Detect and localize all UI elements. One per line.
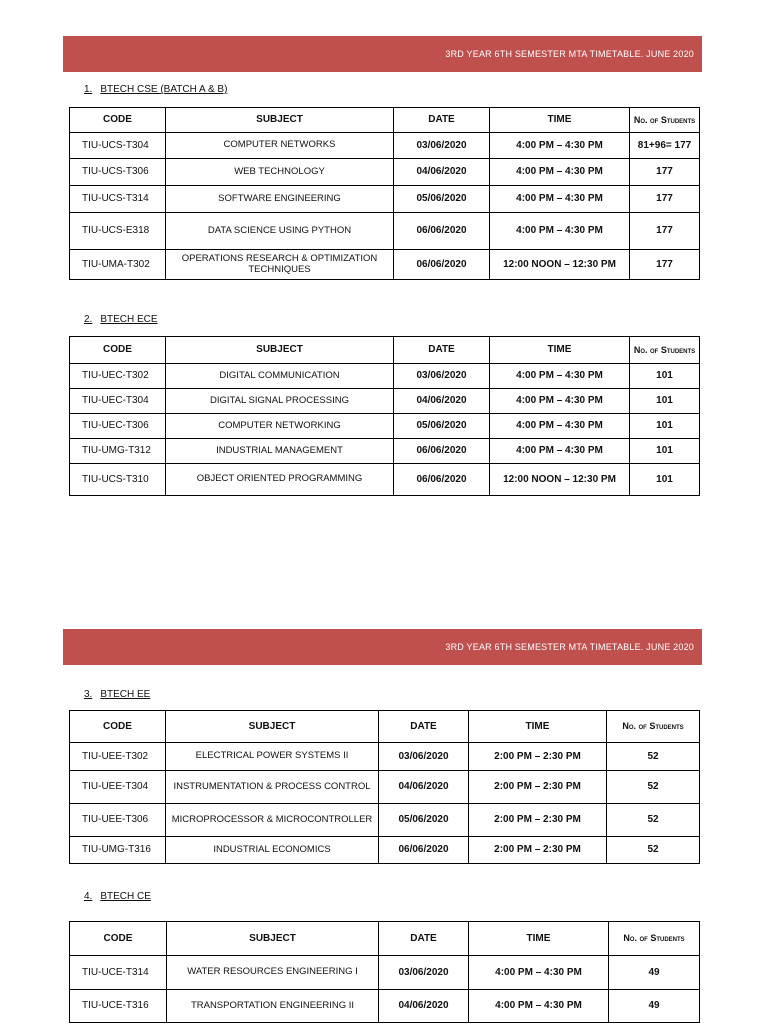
course-code: TIU-UEE-T306 [70, 804, 166, 837]
section-number: 3. [84, 689, 93, 700]
header-date: DATE [394, 337, 490, 364]
course-subject: INSTRUMENTATION & PROCESS CONTROL [166, 771, 379, 804]
course-subject: INDUSTRIAL ECONOMICS [166, 837, 379, 864]
exam-date: 05/06/2020 [394, 414, 490, 439]
header-subject: SUBJECT [167, 922, 379, 956]
header-date: DATE [379, 922, 469, 956]
student-count: 177 [630, 159, 700, 186]
student-count: 101 [630, 464, 700, 496]
course-code: TIU-UCS-T310 [70, 464, 166, 496]
exam-date: 03/06/2020 [379, 743, 469, 771]
exam-date: 03/06/2020 [379, 956, 469, 990]
exam-time: 4:00 PM – 4:30 PM [490, 159, 630, 186]
student-count: 177 [630, 250, 700, 280]
exam-time: 4:00 PM – 4:30 PM [490, 213, 630, 250]
table-row [70, 956, 700, 990]
section-name: BTECH ECE [100, 314, 158, 325]
section-title-ee [84, 689, 150, 700]
student-count: 49 [609, 990, 700, 1023]
section-title-ce [84, 891, 151, 902]
course-subject: TRANSPORTATION ENGINEERING II [167, 990, 379, 1023]
exam-date: 04/06/2020 [394, 159, 490, 186]
course-subject: INDUSTRIAL MANAGEMENT [166, 439, 394, 464]
course-code: TIU-UCS-T304 [70, 133, 166, 159]
header-students: No. of Students [607, 711, 700, 743]
course-code: TIU-UCS-T306 [70, 159, 166, 186]
exam-date: 04/06/2020 [394, 389, 490, 414]
table-row [70, 159, 700, 186]
course-code: TIU-UEC-T302 [70, 364, 166, 389]
student-count: 52 [607, 771, 700, 804]
exam-date: 05/06/2020 [379, 804, 469, 837]
table-row [70, 364, 700, 389]
table-row [70, 133, 700, 159]
course-subject: WEB TECHNOLOGY [166, 159, 394, 186]
exam-time: 4:00 PM – 4:30 PM [490, 414, 630, 439]
student-count: 177 [630, 186, 700, 213]
header-students: No. of Students [630, 337, 700, 364]
course-code: TIU-UCS-T314 [70, 186, 166, 213]
header-subject: SUBJECT [166, 337, 394, 364]
header-code: CODE [70, 922, 167, 956]
banner-text: 3RD YEAR 6TH SEMESTER MTA TIMETABLE. JUNE 2020 [445, 642, 694, 652]
section-number: 1. [84, 84, 93, 95]
exam-time: 2:00 PM – 2:30 PM [469, 837, 607, 864]
course-subject: MICROPROCESSOR & MICROCONTROLLER [166, 804, 379, 837]
course-code: TIU-UCS-E318 [70, 213, 166, 250]
table-row [70, 804, 700, 837]
exam-time: 4:00 PM – 4:30 PM [469, 956, 609, 990]
course-code: TIU-UEC-T306 [70, 414, 166, 439]
exam-time: 4:00 PM – 4:30 PM [490, 186, 630, 213]
course-subject: WATER RESOURCES ENGINEERING I [167, 956, 379, 990]
exam-time: 4:00 PM – 4:30 PM [490, 389, 630, 414]
student-count: 101 [630, 364, 700, 389]
table-row [70, 743, 700, 771]
exam-time: 4:00 PM – 4:30 PM [490, 439, 630, 464]
table-header-row [70, 337, 700, 364]
course-subject: OPERATIONS RESEARCH & OPTIMIZATION TECHNIQUES [166, 250, 394, 280]
course-subject: COMPUTER NETWORKS [166, 133, 394, 159]
exam-date: 06/06/2020 [394, 464, 490, 496]
section-number: 4. [84, 891, 93, 902]
exam-date: 06/06/2020 [394, 213, 490, 250]
section-name: BTECH EE [100, 689, 151, 700]
page-banner [63, 36, 702, 72]
student-count: 52 [607, 837, 700, 864]
header-date: DATE [394, 108, 490, 133]
section-number: 2. [84, 314, 93, 325]
exam-date: 04/06/2020 [379, 771, 469, 804]
course-code: TIU-UMA-T302 [70, 250, 166, 280]
header-time: TIME [490, 108, 630, 133]
banner-text: 3RD YEAR 6TH SEMESTER MTA TIMETABLE. JUNE 2020 [445, 49, 694, 59]
course-code: TIU-UMG-T316 [70, 837, 166, 864]
section-name: BTECH CE [100, 891, 151, 902]
timetable-ece [69, 336, 700, 496]
header-code: CODE [70, 108, 166, 133]
header-subject: SUBJECT [166, 711, 379, 743]
header-students: No. of Students [630, 108, 700, 133]
header-time: TIME [469, 922, 609, 956]
exam-time: 12:00 NOON – 12:30 PM [490, 250, 630, 280]
course-subject: ELECTRICAL POWER SYSTEMS II [166, 743, 379, 771]
student-count: 52 [607, 804, 700, 837]
table-row [70, 771, 700, 804]
timetable-cse [69, 107, 700, 280]
course-code: TIU-UEC-T304 [70, 389, 166, 414]
course-subject: COMPUTER NETWORKING [166, 414, 394, 439]
course-code: TIU-UCE-T314 [70, 956, 167, 990]
course-code: TIU-UEE-T302 [70, 743, 166, 771]
exam-time: 4:00 PM – 4:30 PM [490, 133, 630, 159]
course-subject: OBJECT ORIENTED PROGRAMMING [166, 464, 394, 496]
header-code: CODE [70, 711, 166, 743]
student-count: 101 [630, 389, 700, 414]
table-row [70, 439, 700, 464]
table-row [70, 250, 700, 280]
exam-date: 03/06/2020 [394, 133, 490, 159]
table-row [70, 414, 700, 439]
exam-date: 05/06/2020 [394, 186, 490, 213]
exam-date: 04/06/2020 [379, 990, 469, 1023]
table-row [70, 186, 700, 213]
course-subject: DIGITAL COMMUNICATION [166, 364, 394, 389]
section-title-ece [84, 314, 158, 325]
exam-date: 06/06/2020 [394, 439, 490, 464]
table-header-row [70, 711, 700, 743]
exam-time: 2:00 PM – 2:30 PM [469, 743, 607, 771]
header-subject: SUBJECT [166, 108, 394, 133]
header-code: CODE [70, 337, 166, 364]
table-row [70, 389, 700, 414]
student-count: 81+96= 177 [630, 133, 700, 159]
course-code: TIU-UCE-T316 [70, 990, 167, 1023]
timetable-ee [69, 710, 700, 864]
table-row [70, 837, 700, 864]
section-name: BTECH CSE (BATCH A & B) [100, 84, 228, 95]
exam-date: 06/06/2020 [394, 250, 490, 280]
course-subject: DATA SCIENCE USING PYTHON [166, 213, 394, 250]
exam-time: 2:00 PM – 2:30 PM [469, 804, 607, 837]
table-header-row [70, 108, 700, 133]
timetable-ce [69, 921, 700, 1023]
exam-date: 06/06/2020 [379, 837, 469, 864]
student-count: 49 [609, 956, 700, 990]
student-count: 52 [607, 743, 700, 771]
table-row [70, 990, 700, 1023]
exam-time: 12:00 NOON – 12:30 PM [490, 464, 630, 496]
course-code: TIU-UEE-T304 [70, 771, 166, 804]
exam-date: 03/06/2020 [394, 364, 490, 389]
course-subject: SOFTWARE ENGINEERING [166, 186, 394, 213]
header-date: DATE [379, 711, 469, 743]
course-subject: DIGITAL SIGNAL PROCESSING [166, 389, 394, 414]
table-row [70, 464, 700, 496]
table-row [70, 213, 700, 250]
course-code: TIU-UMG-T312 [70, 439, 166, 464]
exam-time: 4:00 PM – 4:30 PM [490, 364, 630, 389]
student-count: 177 [630, 213, 700, 250]
header-students: No. of Students [609, 922, 700, 956]
header-time: TIME [490, 337, 630, 364]
student-count: 101 [630, 414, 700, 439]
student-count: 101 [630, 439, 700, 464]
exam-time: 2:00 PM – 2:30 PM [469, 771, 607, 804]
header-time: TIME [469, 711, 607, 743]
table-header-row [70, 922, 700, 956]
page-banner [63, 629, 702, 665]
section-title-cse [84, 84, 227, 95]
exam-time: 4:00 PM – 4:30 PM [469, 990, 609, 1023]
